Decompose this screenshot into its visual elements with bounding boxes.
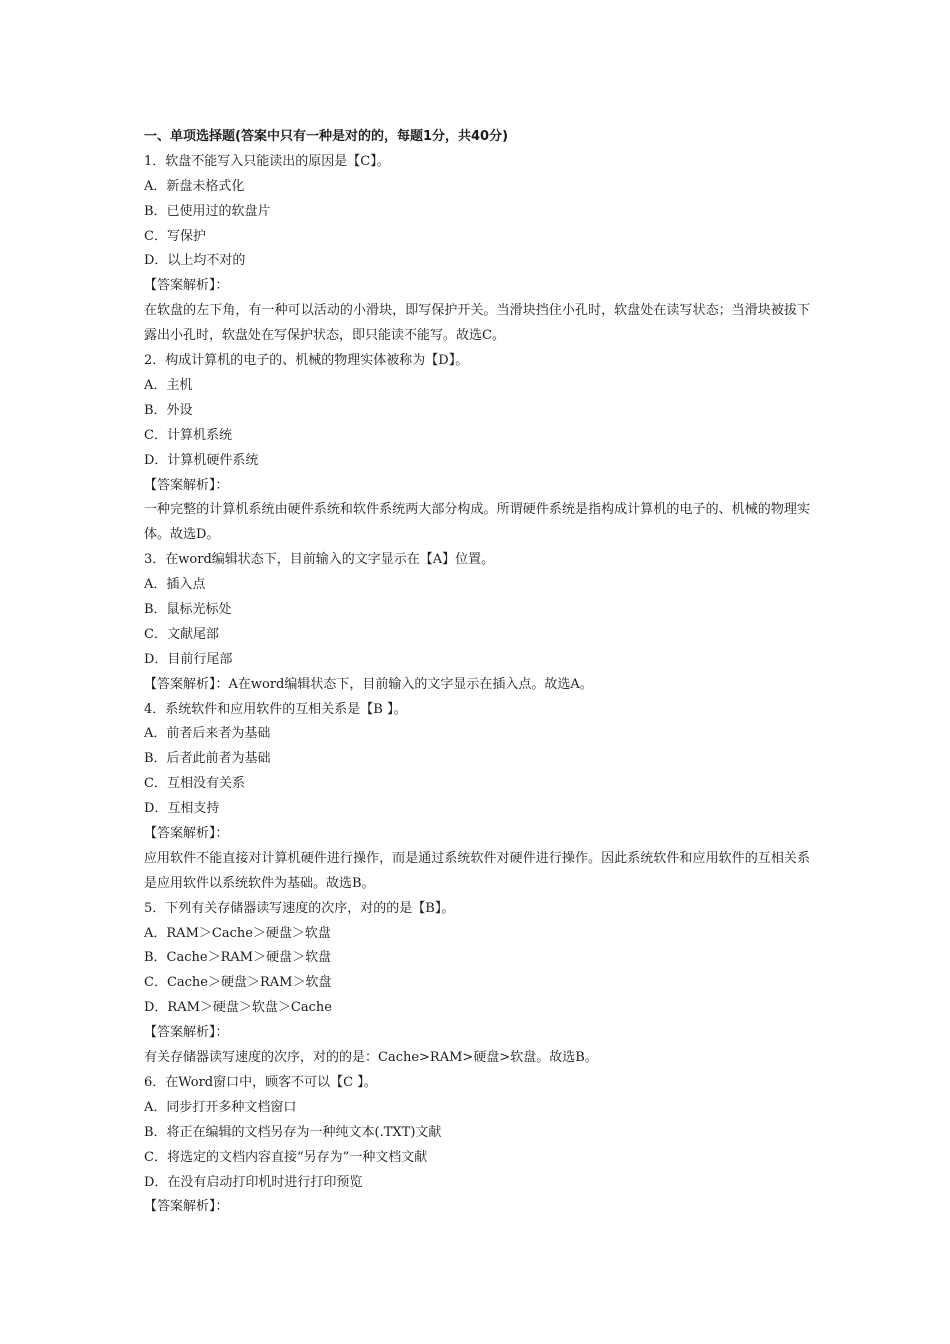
- question-stem: 2．构成计算机的电子的、机械的物理实体被称为【D】。: [144, 353, 469, 369]
- option-a: A．同步打开多种文档窗口: [144, 1099, 297, 1115]
- analysis-inline: 【答案解析】：A在word编辑状态下，目前输入的文字显示在插入点。故选A。: [144, 676, 593, 692]
- option-a: A．前者后来者为基础: [144, 726, 271, 742]
- option-d: D．在没有启动打印机时进行打印预览: [144, 1174, 363, 1190]
- option-c: C．写保护: [144, 228, 206, 244]
- analysis-text: 一种完整的计算机系统由硬件系统和软件系统两大部分构成。所谓硬件系统是指构成计算机的电子的、机械的物理实体。故选D。: [144, 502, 810, 543]
- document-body: [144, 125, 810, 1220]
- option-b: B．鼠标光标处: [144, 601, 232, 617]
- option-d: D．目前行尾部: [144, 651, 233, 667]
- question-stem: 3．在word编辑状态下，目前输入的文字显示在【A】位置。: [144, 552, 495, 568]
- analysis-label: 【答案解析】：: [144, 826, 229, 841]
- section-title: 一、单项选择题(答案中只有一种是对的的，每题1分，共40分): [144, 129, 509, 144]
- option-a: A．插入点: [144, 577, 206, 593]
- analysis-label: 【答案解析】：: [144, 278, 229, 294]
- option-c: C．Cache＞硬盘＞RAM＞软盘: [144, 975, 332, 991]
- option-a: A．RAM＞Cache＞硬盘＞软盘: [144, 925, 331, 941]
- option-b: B．将正在编辑的文档另存为一种纯文本(.TXT)文献: [144, 1124, 442, 1140]
- question-stem: 1．软盘不能写入只能读出的原因是【C】。: [144, 153, 390, 169]
- option-c: C．互相没有关系: [144, 776, 245, 792]
- option-a: A．主机: [144, 377, 193, 393]
- analysis-text: 在软盘的左下角，有一种可以活动的小滑块，即写保护开关。当滑块挡住小孔时，软盘处在读写状态；当滑块被拔下露出小孔时，软盘处在写保护状态，即只能读不能写。故选C。: [144, 303, 810, 344]
- option-b: B．后者此前者为基础: [144, 751, 271, 767]
- option-d: D．RAM＞硬盘＞软盘＞Cache: [144, 1000, 332, 1016]
- question-stem: 4．系统软件和应用软件的互相关系是【B 】。: [144, 701, 407, 717]
- option-d: D．以上均不对的: [144, 253, 246, 269]
- option-b: B．已使用过的软盘片: [144, 203, 271, 219]
- option-d: D．互相支持: [144, 801, 220, 817]
- analysis-label: 【答案解析】：: [144, 477, 229, 493]
- option-b: B．Cache＞RAM＞硬盘＞软盘: [144, 950, 332, 966]
- option-d: D．计算机硬件系统: [144, 452, 259, 468]
- option-b: B．外设: [144, 402, 193, 418]
- analysis-text: 应用软件不能直接对计算机硬件进行操作，而是通过系统软件对硬件进行操作。因此系统软件和应用软件的互相关系是应用软件以系统软件为基础。故选B。: [144, 850, 810, 891]
- question-stem: 5．下列有关存储器读写速度的次序，对的的是【B】。: [144, 900, 455, 916]
- analysis-label: 【答案解析】：: [144, 1199, 229, 1215]
- question-stem: 6．在Word窗口中，顾客不可以【C 】。: [144, 1074, 377, 1090]
- option-c: C．文献尾部: [144, 626, 219, 642]
- analysis-label: 【答案解析】：: [144, 1025, 229, 1041]
- option-c: C．计算机系统: [144, 427, 232, 443]
- option-a: A．新盘未格式化: [144, 178, 245, 194]
- option-c: C．将选定的文档内容直接“另存为”一种文档文献: [144, 1149, 428, 1165]
- analysis-text: 有关存储器读写速度的次序，对的的是：Cache>RAM>硬盘>软盘。故选B。: [144, 1050, 598, 1066]
